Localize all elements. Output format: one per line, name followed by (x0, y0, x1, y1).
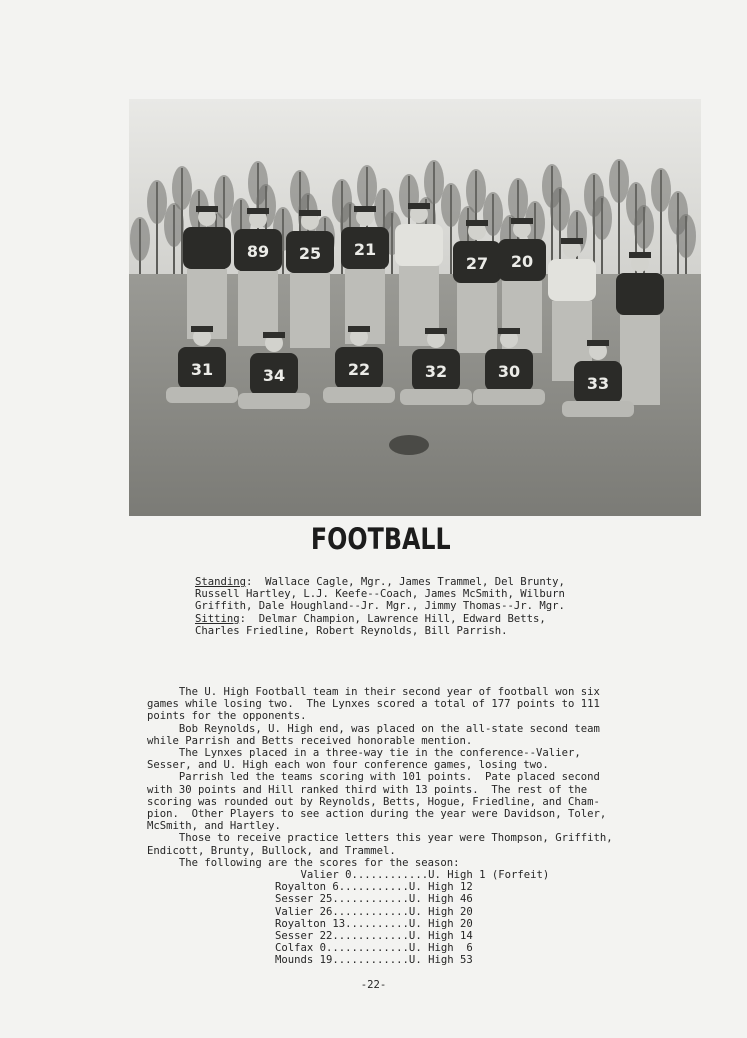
sitting-label: Sitting (195, 612, 240, 625)
caption-line-1 (195, 576, 635, 588)
tree-crown (214, 175, 234, 219)
page-title: FOOTBALL (310, 522, 451, 556)
tree-crown (651, 168, 671, 212)
player-hair (587, 340, 609, 346)
body-line: The Lynxes placed in a three-way tie in the conference--Valier, (147, 747, 581, 760)
tree-crown (676, 214, 696, 258)
body-line: McSmith, and Hartley. (147, 820, 281, 833)
player-jersey (616, 273, 664, 315)
player-legs (473, 389, 545, 405)
player-jersey (548, 259, 596, 301)
body-line: The U. High Football team in their second year of football won six (147, 686, 600, 698)
body-line: games while losing two. The Lynxes scored a total of 177 points to 111 (147, 698, 600, 711)
body-line: Parrish led the teams scoring with 101 points. Pate placed second (147, 771, 600, 784)
body-line: Those to receive practice letters this year were Thompson, Griffith, (147, 832, 613, 845)
score-row: Sesser 25............U. High 46 (275, 893, 473, 906)
jersey-number: 32 (424, 362, 448, 381)
player-hair (354, 206, 376, 212)
player-hair (263, 332, 285, 338)
body-line: Sesser, and U. High each won four conference games, losing two. (147, 759, 549, 772)
player-jersey (395, 224, 443, 266)
tree-crown (147, 180, 167, 224)
jersey-number: 25 (298, 244, 322, 263)
tree-crown (508, 178, 528, 222)
jersey-number: 34 (262, 366, 286, 385)
score-row: Sesser 22............U. High 14 (275, 930, 473, 943)
standing-label: Standing (195, 576, 247, 588)
article-body (147, 686, 687, 869)
tree-crown (634, 205, 654, 249)
player-legs (290, 273, 330, 348)
jersey-number: 33 (586, 374, 610, 393)
player-legs (166, 387, 238, 403)
body-line: The following are the scores for the season: (147, 856, 460, 869)
player (395, 203, 443, 346)
score-row: Valier 0............U. High 1 (Forfeit) (275, 869, 550, 881)
player (548, 238, 596, 381)
tree-crown (466, 169, 486, 213)
player-legs (400, 389, 472, 405)
tree-crown (609, 159, 629, 203)
tree-crown (424, 160, 444, 204)
player-hair (561, 238, 583, 244)
football (389, 435, 429, 455)
jersey-number: 89 (246, 242, 270, 261)
jersey-number: 20 (510, 252, 534, 271)
player-hair (466, 220, 488, 226)
player-hair (408, 203, 430, 209)
jersey-number: 31 (190, 360, 214, 379)
player-legs (457, 283, 497, 353)
player-legs (323, 387, 395, 403)
caption-line-2: Russell Hartley, L.J. Keefe--Coach, James McSmith, Wilburn (195, 588, 565, 601)
body-line: scoring was rounded out by Reynolds, Betts, Hogue, Friedline, and Cham- (147, 795, 600, 808)
tree-crown (592, 196, 612, 240)
caption-line-3: Griffith, Dale Houghland--Jr. Mgr., Jimmy Thomas--Jr. Mgr. (195, 600, 565, 613)
caption-line-4 (195, 613, 635, 625)
body-line: pion. Other Players to see action during the year were Davidson, Toler, (147, 808, 607, 821)
jersey-number: 30 (497, 362, 521, 381)
player-legs (620, 315, 660, 405)
player (616, 252, 664, 405)
tree-crown (441, 183, 461, 227)
jersey-number: 21 (353, 240, 377, 259)
photo-caption (195, 576, 635, 637)
standing-text: : Wallace Cagle, Mgr., James Trammel, Del Brunty, (246, 576, 565, 588)
player-hair (247, 208, 269, 214)
score-row: Colfax 0.............U. High 6 (275, 942, 473, 955)
score-row: Valier 26............U. High 20 (275, 905, 473, 918)
team-photo (129, 99, 701, 516)
season-scores (275, 869, 549, 967)
player-hair (498, 328, 520, 334)
player-hair (196, 206, 218, 212)
body-line: with 30 points and Hill ranked third with 13 points. The rest of the (147, 783, 588, 796)
player-legs (562, 401, 634, 417)
body-line: Endicott, Brunty, Bullock, and Trammel. (147, 844, 396, 857)
player-hair (191, 326, 213, 332)
jersey-number: 27 (465, 254, 489, 273)
tree-crown (130, 217, 150, 261)
tree-crown (550, 187, 570, 231)
player-hair (511, 218, 533, 224)
tree-crown (172, 166, 192, 210)
body-line: points for the opponents. (147, 710, 307, 723)
team-photo-drawing (129, 99, 701, 516)
player-hair (299, 210, 321, 216)
sitting-text: : Delmar Champion, Lawrence Hill, Edward Betts, (239, 612, 546, 625)
player-hair (348, 326, 370, 332)
score-row: Mounds 19............U. High 53 (275, 954, 473, 967)
player-legs (238, 393, 310, 409)
body-line: Bob Reynolds, U. High end, was placed on the all-state second team (147, 722, 600, 735)
caption-line-5: Charles Friedline, Robert Reynolds, Bill Parrish. (195, 624, 508, 637)
score-row: Royalton 6...........U. High 12 (275, 881, 473, 894)
player-hair (425, 328, 447, 334)
player-jersey (183, 227, 231, 269)
tree-crown (357, 165, 377, 209)
player-hair (629, 252, 651, 258)
score-row: Royalton 13..........U. High 20 (275, 917, 473, 930)
jersey-number: 22 (347, 360, 371, 379)
tree-crown (483, 192, 503, 236)
body-line: while Parrish and Betts received honorable mention. (147, 734, 473, 747)
page-number: -22- (360, 979, 387, 991)
